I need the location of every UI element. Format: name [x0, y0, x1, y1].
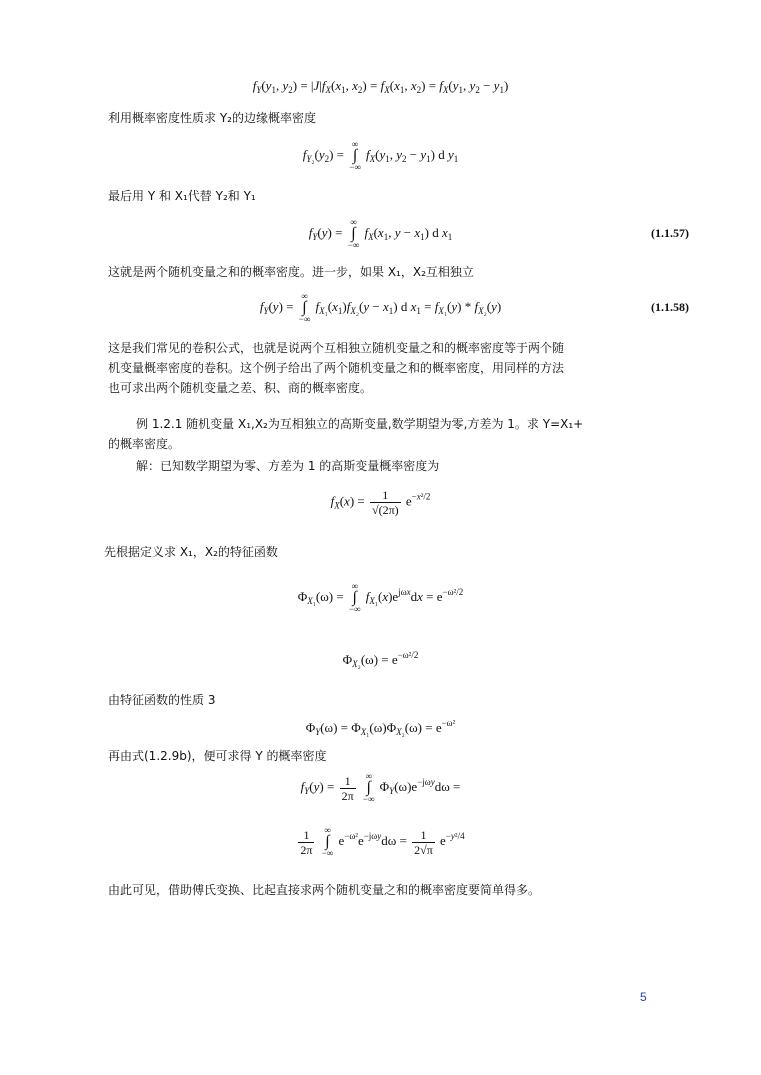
equation-gaussian-pdf: $f_X(x)$ = $\frac{1}{√(2\pi)}$ $e^{-x^2/2}$	[330, 488, 431, 517]
paragraph-convolution-line2: 机变量概率密度的卷积。这个例子给出了两个随机变量之和的概率密度，用同样的方法	[108, 361, 565, 375]
paragraph-characteristic: 先根据定义求 X₁，X₂的特征函数	[104, 545, 278, 559]
paragraph-independent: 这就是两个随机变量之和的概率密度。进一步，如果 X₁，X₂互相独立	[108, 265, 474, 279]
solution-intro: 解：已知数学期望为零、方差为 1 的高斯变量概率密度为	[136, 459, 440, 473]
equation-number-1-1-57: (1.1.57)	[651, 226, 689, 240]
equation-char-func-y: $\Phi_Y(\omega) = \Phi_{X_1}(\omega)\Phi_{X_2}(\omega) = e^{-\omega^2}$	[305, 718, 456, 737]
equation-marginal-density: $f_{Y_2}(y_2)$ = ∞ ∫ −∞ $f_X(y_1$, $y_2 - y_1$) d $y_1$	[302, 139, 459, 172]
page-number: 5	[640, 990, 647, 1004]
paragraph-marginal: 利用概率密度性质求 Y₂的边缘概率密度	[108, 111, 316, 125]
example-heading-line1: 例 1.2.1 随机变量 X₁,X₂为互相独立的高斯变量,数学期望为零,方差为 1。求 Y=X₁+	[136, 417, 584, 431]
equation-char-func-x2: $\Phi_{X_2}(\omega) = e^{-\omega^2/2}$	[342, 650, 419, 669]
paragraph-property: 由特征函数的性质 3	[108, 693, 216, 707]
paragraph-convolution-line1: 这是我们常见的卷积公式，也就是说两个互相独立随机变量之和的概率密度等于两个随	[108, 341, 565, 355]
equation-convolution: $f_Y(y)$ = ∞ ∫ −∞ $f_{X_1}(x_1)f_{X_2}(y - x_1)$ d $x_1 = f_{X_1}(y) * f_{X_2}(y)$	[259, 291, 502, 324]
equation-inverse-transform: $f_Y(y)$ = $\frac{1}{2\pi}$ ∞ ∫ −∞ $\Phi_Y(\omega)e^{-j\omega y}d\omega$ =	[300, 771, 461, 804]
example-heading-line2: 的概率密度。	[108, 437, 181, 451]
equation-char-func-x1: $\Phi_{X_1}(\omega)$ = ∞ ∫ −∞ $f_{X_1}(x)e^{j\omega x}dx = e^{-\omega^2/2}$	[297, 581, 464, 614]
paragraph-conclusion: 由此可见，借助傅氏变换、比起直接求两个随机变量之和的概率密度要简单得多。	[108, 883, 541, 897]
equation-sum-density: $f_Y(y)$ = ∞ ∫ −∞ $f_X(x_1$, $y - x_1$) d $x_1$	[308, 217, 453, 250]
equation-joint-density: $f_Y(y_1$, $y_2) = |J|f_X(x_1$, $x_2) = f_X(x_1$, $x_2) = f_X(y_1$, $y_2 - y_1$)	[252, 78, 509, 95]
paragraph-convolution-line3: 也可求出两个随机变量之差、积、商的概率密度。	[108, 381, 373, 395]
paragraph-substitute: 最后用 Y 和 X₁代替 Y₂和 Y₁	[108, 189, 256, 203]
paragraph-inverse: 再由式(1.2.9b)，便可求得 Y 的概率密度	[108, 749, 327, 763]
equation-inverse-result: $\frac{1}{2\pi}$ ∞ ∫ −∞ $e^{-\omega^2}e^{-j\omega y}d\omega$ = $\frac{1}{2√\pi}$ $e^{-y^2/4}$	[300, 825, 465, 858]
equation-number-1-1-58: (1.1.58)	[651, 300, 689, 314]
